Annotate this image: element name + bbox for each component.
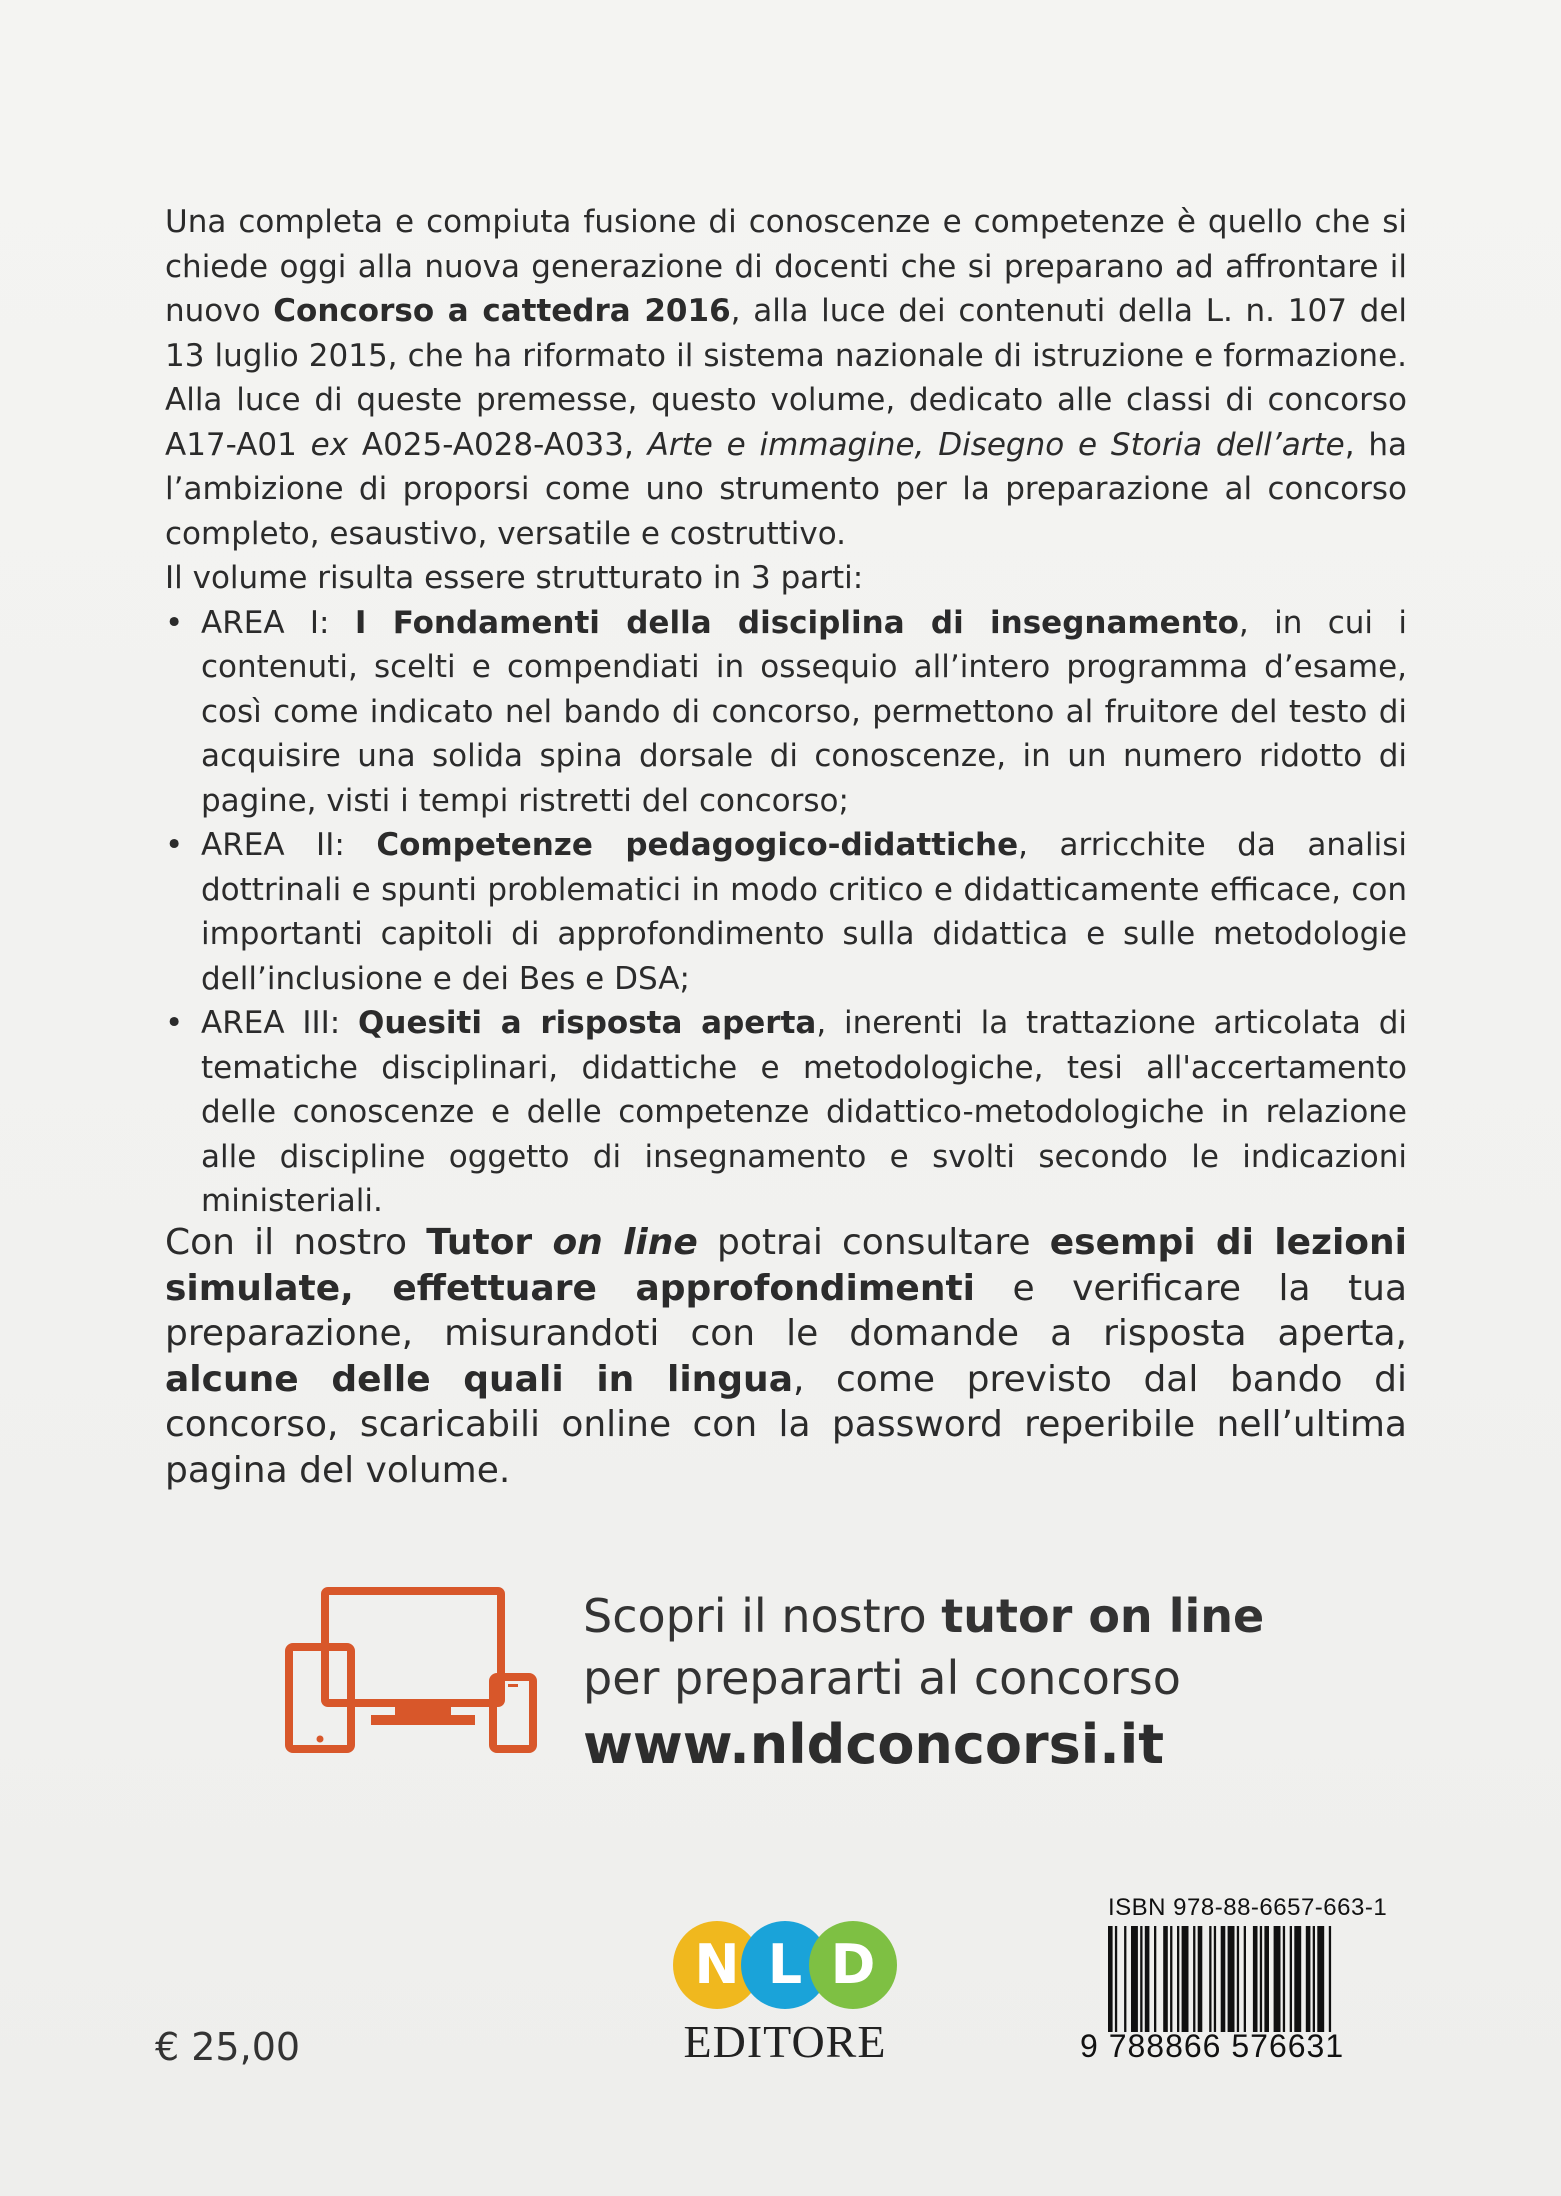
tutor-paragraph: Con il nostro Tutor on line potrai consultare esempi di lezioni simulate, effettuare approfondimenti e verificare la tua preparazione, misurandoti con le domande a risposta aperta, alcune delle quali in lingua, come previsto dal bando di concorso, scaricabili online con la password reperibile nell’ultima pagina del volume.: [165, 1222, 1408, 1491]
barcode-bar: [1193, 1926, 1195, 2032]
barcode-bar: [1198, 1926, 1203, 2032]
svg-text:L: L: [767, 1933, 803, 1996]
barcode-bar: [1182, 1926, 1189, 2032]
list-item: • AREA III: Quesiti a risposta aperta, inerenti la trattazione articolata di tematiche disciplinari, didattiche e metodologiche, tesi all'accertamento delle conoscenze e delle competenze didattico-metodologiche in relazione alle discipline oggetto di insegnamento e svolti secondo le indicazioni ministeriali.: [165, 1001, 1407, 1224]
barcode-bar: [1124, 1926, 1126, 2032]
promo-line1: Scopri il nostro tutor on line: [583, 1589, 1265, 1643]
barcode-bar: [1214, 1926, 1216, 2032]
barcode-bar: [1237, 1926, 1239, 2032]
barcode-bar: [1264, 1926, 1269, 2032]
barcode-bar: [1221, 1926, 1226, 2032]
list-item: • AREA I: I Fondamenti della disciplina di insegnamento, in cui i contenuti, scelti e compendiati in ossequio all’intero programma d’esame, così come indicato nel bando di concorso, permettono al fruitore del testo di acquisire una solida spina dorsale di conoscenze, in un numero ridotto di pagine, visti i tempi ristretti del concorso;: [165, 601, 1407, 824]
devices-icon: [285, 1585, 547, 1755]
barcode-bar: [1317, 1926, 1324, 2032]
barcode-bar: [1177, 1926, 1179, 2032]
barcode-bar: [1306, 1926, 1311, 2032]
barcode-bar: [1163, 1926, 1168, 2032]
barcode-bar: [1313, 1926, 1315, 2032]
promo-line2: per prepararti al concorso: [583, 1651, 1181, 1705]
intro-paragraph: Una completa e compiuta fusione di conoscenze e competenze è quello che si chiede oggi alla nuova generazione di docenti che si preparano ad affrontare il nuovo Concorso a cattedra 2016, alla luce dei contenuti della L. n. 107 del 13 luglio 2015, che ha riformato il sistema nazionale di istruzione e formazione. Alla luce di queste premesse, questo volume, dedicato alle classi di concorso A17-A01 ex A025-A028-A033, Arte e immagine, Disegno e Storia dell’arte, ha l’ambizione di proporsi come uno strumento per la preparazione al concorso completo, esaustivo, versatile e costruttivo.: [165, 204, 1407, 552]
tutor-promo: [583, 1585, 1343, 1781]
publisher-name: EDITORE: [683, 2016, 887, 2067]
barcode-bar: [1145, 1926, 1150, 2032]
barcode-bar: [1131, 1926, 1138, 2032]
barcode-digits: 9 788866 576631: [1080, 2028, 1345, 2064]
barcode-bar: [1244, 1926, 1246, 2032]
barcode-bar: [1154, 1926, 1156, 2032]
isbn-label: ISBN 978-88-6657-663-1: [1108, 1894, 1388, 1921]
barcode-bar: [1290, 1926, 1292, 2032]
barcode-bar: [1283, 1926, 1285, 2032]
price-label: € 25,00: [155, 2025, 301, 2069]
barcode-bar: [1115, 1926, 1117, 2032]
barcode-bar: [1253, 1926, 1258, 2032]
list-item: • AREA II: Competenze pedagogico-didattiche, arricchite da analisi dottrinali e spunti problematici in modo critico e didatticamente efficace, con importanti capitoli di approfondimento sulla didattica e sulle metodologie dell’inclusione e dei Bes e DSA;: [165, 823, 1407, 1001]
barcode-bar: [1209, 1926, 1211, 2032]
barcode-bar: [1170, 1926, 1172, 2032]
website-link[interactable]: www.nldconcorsi.it: [583, 1713, 1165, 1776]
svg-text:D: D: [830, 1933, 876, 1996]
barcode-bar: [1329, 1926, 1331, 2032]
areas-list: [165, 601, 1407, 1224]
description-text: [165, 200, 1407, 1224]
structure-intro: Il volume risulta essere strutturato in 3 parti:: [165, 560, 864, 596]
barcode-bar: [1274, 1926, 1281, 2032]
svg-text:N: N: [694, 1933, 740, 1996]
barcode-bar: [1140, 1926, 1142, 2032]
barcode-bar: [1260, 1926, 1262, 2032]
barcode-bar: [1108, 1926, 1113, 2032]
barcode: [1104, 1926, 1410, 2032]
barcode-bar: [1294, 1926, 1301, 2032]
barcode-bar: [1228, 1926, 1235, 2032]
